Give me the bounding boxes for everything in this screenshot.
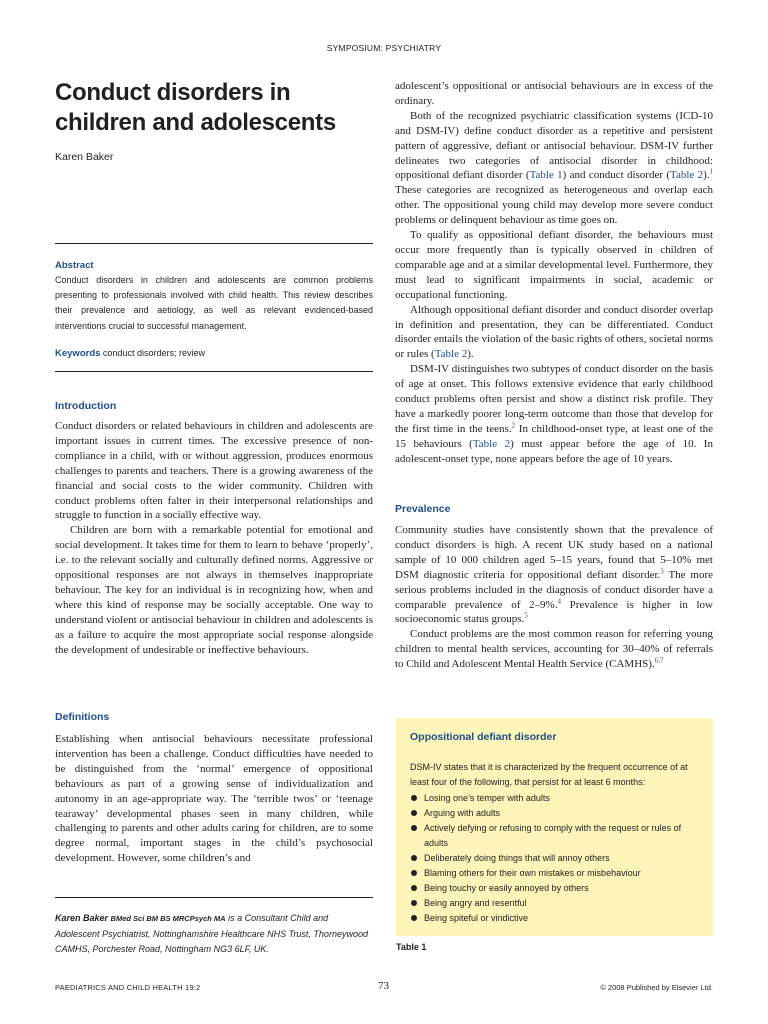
article-title xyxy=(55,78,375,138)
table-1-link[interactable]: Table 1 xyxy=(529,169,563,182)
citation-3[interactable]: 3 xyxy=(660,567,664,576)
definitions-body xyxy=(55,732,373,866)
list-item-text: Blaming others for their own mistakes or misbehaviour xyxy=(424,868,641,878)
qualify-paragraph: To qualify as oppositional defiant disorder, the behaviours must occur more frequently than is typically observed in children of comparable age and at a similar developmental level. Furthermore, they must lead to significant impairments in social, academic or occupational functioning. xyxy=(395,229,713,301)
definitions-heading: Definitions xyxy=(55,711,110,723)
table-1-list-item xyxy=(410,791,705,806)
citation-1[interactable]: 1 xyxy=(709,167,714,176)
citation-5[interactable]: 5 xyxy=(524,611,528,620)
table-2-link[interactable]: Table 2 xyxy=(472,437,511,450)
table-1-list-item xyxy=(410,806,705,821)
bullet-icon xyxy=(411,810,417,816)
keywords-text: conduct disorders; review xyxy=(102,348,205,358)
continued-paragraph: adolescent’s oppositional or antisocial behaviours are in excess of the ordinary. xyxy=(395,80,713,107)
overlap-paragraph: Although oppositional defiant disorder and conduct disorder overlap in definition and presentation, they can be differentiated. Conduct disorder entails the violation of the basic rights of others, societal norms or rules (Table 2). xyxy=(395,303,713,361)
footer-copyright: © 2008 Published by Elsevier Ltd. xyxy=(600,983,713,992)
abstract-heading: Abstract xyxy=(55,260,94,271)
bullet-icon xyxy=(411,900,417,906)
list-item-text: Being touchy or easily annoyed by others xyxy=(424,883,589,893)
table-2-link[interactable]: Table 2 xyxy=(434,348,468,361)
table-1-list-item xyxy=(410,866,705,881)
bullet-icon xyxy=(411,825,417,831)
list-item-text: Being spiteful or vindictive xyxy=(424,913,529,923)
list-item-text: Being angry and resentful xyxy=(424,898,527,908)
table-1-list-item xyxy=(410,821,705,851)
right-column-body xyxy=(395,79,713,467)
bullet-icon xyxy=(411,885,417,891)
affiliation-name: Karen Baker xyxy=(55,913,109,923)
table-1-list-item xyxy=(410,851,705,866)
table-1-list-item xyxy=(410,881,705,896)
keywords-label: Keywords xyxy=(55,348,101,359)
table-1-list-item xyxy=(410,911,705,926)
affiliation-qualifications: BMed Sci BM BS MRCPsych MA xyxy=(110,914,226,923)
abstract-text: Conduct disorders in children and adolescents are common problems presenting to professionals involved with child health. This review describes their prevalence and aetiology, as well as relevant evidenced-based interventions crucial to successful management. xyxy=(55,275,373,331)
page-number: 73 xyxy=(378,980,389,992)
definitions-paragraph-1: Establishing when antisocial behaviours necessitate professional intervention has been a challenge. Conduct difficulties have needed to be distinguished from the ‘normal’ emergence of oppositional behaviours as part of a growing sense of individualization and autonomy in an age-appropriate way. The ‘terrible twos’ or ‘teenage tearaway’ developmental phases seen in many children, while challenging to parents and other adults caring for children, are to some degree normal, important stages in the child’s psychosocial development. However, some children’s and xyxy=(55,733,373,865)
introduction-paragraph-2: Children are born with a remarkable potential for emotional and social development. It takes time for them to learn to behave ‘properly’, i.e. to the relevant socially and culturally defined norms. Aggressive or oppositional responses are not always in themselves inappropriate behaviour. The key for an individual is in recognizing how, when and where this kind of response may be socially acceptable. One way to understand violent or antisocial behaviour in children and adolescents is as a failure to acquire the most appropriate social response alongside the development of undesirable or ineffective behaviours. xyxy=(55,524,373,656)
author-affiliation xyxy=(55,911,373,958)
abstract-top-rule xyxy=(55,243,373,244)
prevalence-body xyxy=(395,523,713,672)
bullet-icon xyxy=(411,855,417,861)
author-name: Karen Baker xyxy=(55,151,114,163)
list-item-text: Actively defying or refusing to comply with the request or rules of adults xyxy=(424,823,682,848)
prevalence-paragraph-1: Community studies have consistently shown that the prevalence of conduct disorders is high. A recent UK study based on a national sample of 10 000 children aged 5–15 years, found that 5–10% met DSM diagnostic criteria for oppositional defiant disorder.$^3$ The more serious problems included in the diagnosis of conduct disorder have a comparable prevalence of 2–9%.$^4$ Prevalence is higher in low socioeconomic status groups.$^5$ xyxy=(395,524,713,626)
affiliation-text: is a Consultant Child and Adolescent Psychiatrist, Nottinghamshire Healthcare NHS Trust, Thorneywood CAMHS, Porchester Road, Nottingham NG3 6LF, UK. xyxy=(55,913,368,954)
table-1-label: Table 1 xyxy=(396,942,427,952)
list-item-text: Losing one’s temper with adults xyxy=(424,793,550,803)
keywords xyxy=(55,348,373,359)
title-line-1: Conduct disorders in xyxy=(55,79,291,106)
citation-6-7[interactable]: 6,7 xyxy=(654,656,664,665)
bullet-icon xyxy=(411,870,417,876)
bullet-icon xyxy=(411,915,417,921)
prevalence-paragraph-2: Conduct problems are the most common reason for referring young children to mental health services, accounting for 30–40% of referrals to Child and Adolescent Mental Health Service (CAMHS).$^{6,7}$ xyxy=(395,628,713,671)
title-line-2: children and adolescents xyxy=(55,109,336,136)
table-1-title: Oppositional defiant disorder xyxy=(410,731,557,743)
footer-journal: PAEDIATRICS AND CHILD HEALTH 19:2 xyxy=(55,983,201,992)
introduction-body xyxy=(55,419,373,658)
table-1-list xyxy=(410,791,705,926)
introduction-paragraph-1: Conduct disorders or related behaviours in children and adolescents are important issues in current times. The excessive presence of non-compliance in a child, with or without aggression, produces enormous challenges to parents and teachers. There is a growing awareness of the financial and social costs to the wider community. Children with conduct problems often falter in their interpersonal relationships and struggle to function in a socially effective way. xyxy=(55,420,373,522)
affiliation-rule xyxy=(55,897,373,898)
table-1-list-item xyxy=(410,896,705,911)
abstract-bottom-rule xyxy=(55,371,373,372)
running-head: SYMPOSIUM: PSYCHIATRY xyxy=(326,43,442,53)
citation-2[interactable]: 2 xyxy=(511,421,516,430)
table-1-intro: DSM-IV states that it is characterized by the frequent occurrence of at least four of the following, that persist for at least 6 months: xyxy=(410,762,688,787)
table-2-link[interactable]: Table 2 xyxy=(670,169,704,182)
list-item-text: Arguing with adults xyxy=(424,808,501,818)
bullet-icon xyxy=(411,795,417,801)
list-item-text: Deliberately doing things that will annoy others xyxy=(424,853,610,863)
citation-4[interactable]: 4 xyxy=(557,596,561,605)
subtypes-paragraph: DSM-IV distinguishes two subtypes of conduct disorder on the basis of age at onset. This follows extensive evidence that early childhood conduct problems often persist and show a distinct risk profile. They have a markedly poorer long-term outcome than those that develop for the first time in the teens.$^2$ In childhood-onset type, at least one of the 15 behaviours (Table 2) must appear before the age of 10. In adolescent-onset type, none appears before the age of 10 years. xyxy=(395,363,714,465)
classification-paragraph: Both of the recognized psychiatric classification systems (ICD-10 and DSM-IV) define conduct disorder as a repetitive and persistent pattern of aggressive, defiant or antisocial behaviour. DSM-IV further delineates two categories of antisocial disorder in childhood: oppositional defiant disorder (Table 1) and conduct disorder (Table 2).$^1$ These categories are recognized as heterogeneous and overlap each other. The oppositional young child may develop more severe conduct problems or delinquent behaviour as time goes on. xyxy=(395,109,714,227)
introduction-heading: Introduction xyxy=(55,400,117,412)
prevalence-heading: Prevalence xyxy=(395,503,451,515)
